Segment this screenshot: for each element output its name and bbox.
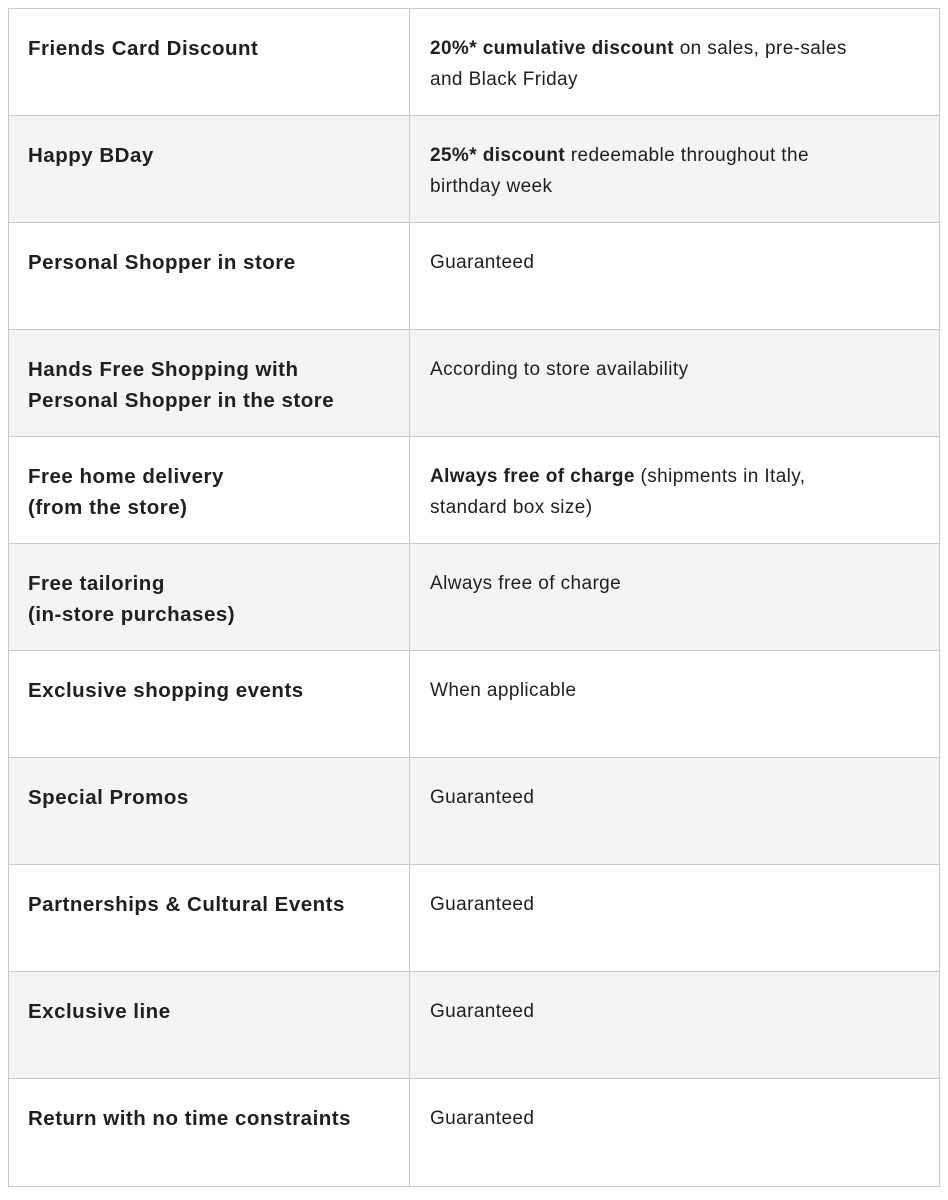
- benefit-detail-cell: [410, 544, 940, 651]
- benefit-detail: [430, 140, 921, 171]
- benefit-detail: According to store availability: [430, 359, 689, 380]
- benefit-detail-cell: [410, 972, 940, 1079]
- benefit-detail-line2: and Black Friday: [430, 69, 578, 90]
- benefit-detail-text: redeemable throughout the: [565, 145, 809, 166]
- benefit-name-cell: [9, 330, 410, 437]
- benefit-name: Personal Shopper in store: [28, 251, 296, 274]
- table-row: [9, 865, 940, 972]
- benefit-name-line2: (from the store): [28, 496, 188, 519]
- benefit-detail-highlight: 20%* cumulative discount: [430, 38, 675, 59]
- benefit-detail: Guaranteed: [430, 252, 535, 273]
- benefit-detail: Always free of charge: [430, 573, 622, 594]
- benefit-detail-cell: [410, 330, 940, 437]
- benefit-detail-line2: standard box size): [430, 497, 593, 518]
- benefit-detail-cell: [410, 223, 940, 330]
- benefit-name-line2: (in-store purchases): [28, 603, 236, 626]
- benefit-name-cell: [9, 651, 410, 758]
- benefit-detail-text: on sales, pre-sales: [674, 38, 847, 59]
- benefit-detail-highlight: 25%* discount: [430, 145, 566, 166]
- benefits-table: [8, 8, 940, 1187]
- benefit-name-cell: [9, 9, 410, 116]
- benefit-detail: Guaranteed: [430, 894, 535, 915]
- benefit-name: Hands Free Shopping with: [28, 358, 299, 381]
- benefit-detail: Guaranteed: [430, 787, 535, 808]
- benefit-name-cell: [9, 1079, 410, 1187]
- table-row: [9, 9, 940, 116]
- table-row: [9, 544, 940, 651]
- benefit-name-cell: [9, 972, 410, 1079]
- benefit-name: Exclusive shopping events: [28, 679, 304, 702]
- benefit-detail: [430, 33, 921, 64]
- benefit-detail-cell: [410, 116, 940, 223]
- table-row: [9, 116, 940, 223]
- table-row: [9, 1079, 940, 1187]
- benefit-name: Friends Card Discount: [28, 37, 259, 60]
- benefit-name: Exclusive line: [28, 1000, 171, 1023]
- table-row: [9, 223, 940, 330]
- benefit-detail-cell: [410, 651, 940, 758]
- benefit-name: Free home delivery: [28, 465, 224, 488]
- benefit-name: Return with no time constraints: [28, 1107, 352, 1130]
- benefit-detail: Guaranteed: [430, 1108, 535, 1129]
- benefit-name-line2: Personal Shopper in the store: [28, 389, 335, 412]
- benefit-name: Special Promos: [28, 786, 189, 809]
- benefit-name-cell: [9, 544, 410, 651]
- benefit-name-cell: [9, 437, 410, 544]
- benefit-name: Happy BDay: [28, 144, 154, 167]
- benefit-detail-text: (shipments in Italy,: [634, 466, 806, 487]
- benefit-detail: [430, 461, 921, 492]
- benefit-detail-highlight: Always free of charge: [430, 466, 635, 487]
- benefit-name-cell: [9, 758, 410, 865]
- benefit-detail-cell: [410, 437, 940, 544]
- benefit-detail-line2: birthday week: [430, 176, 553, 197]
- benefit-name-cell: [9, 865, 410, 972]
- table-row: [9, 651, 940, 758]
- benefit-detail: When applicable: [430, 680, 577, 701]
- table-row: [9, 758, 940, 865]
- table-row: [9, 437, 940, 544]
- benefit-detail-cell: [410, 865, 940, 972]
- benefit-name-cell: [9, 116, 410, 223]
- table-row: [9, 972, 940, 1079]
- benefit-detail-cell: [410, 758, 940, 865]
- benefit-name: Partnerships & Cultural Events: [28, 893, 345, 916]
- benefit-detail-cell: [410, 1079, 940, 1187]
- benefit-name-cell: [9, 223, 410, 330]
- benefit-name: Free tailoring: [28, 572, 165, 595]
- benefit-detail-cell: [410, 9, 940, 116]
- table-row: [9, 330, 940, 437]
- benefit-detail: Guaranteed: [430, 1001, 535, 1022]
